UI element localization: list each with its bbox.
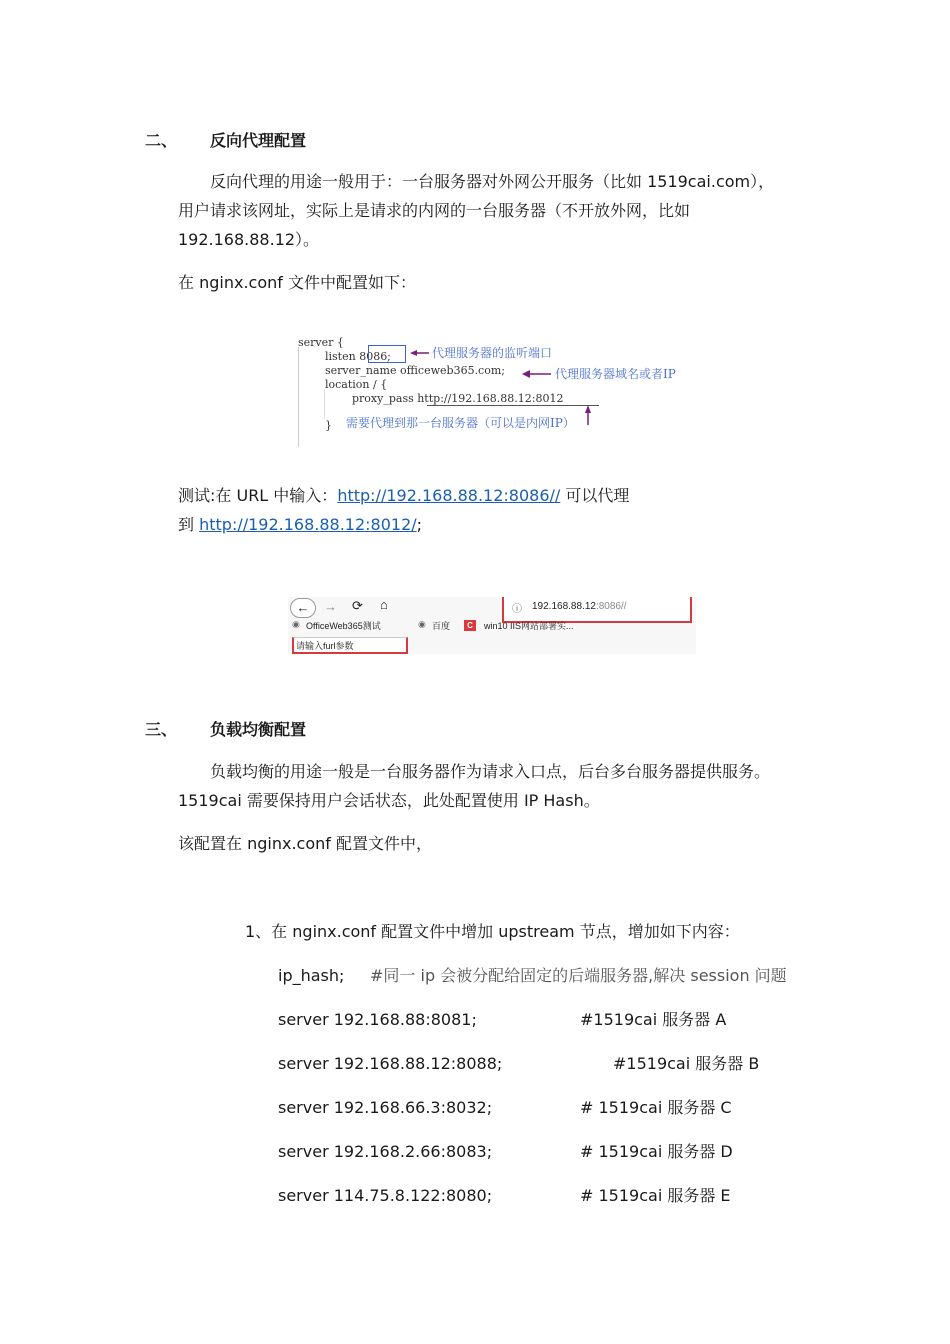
server-d-address: server 192.168.2.66:8083; bbox=[278, 1142, 493, 1161]
code-line-location: location / { bbox=[325, 378, 388, 391]
section3-title: 负载均衡配置 bbox=[210, 720, 307, 739]
server-e-comment: # 1519cai 服务器 E bbox=[580, 1186, 731, 1205]
csdn-logo-icon: C bbox=[464, 620, 476, 631]
bookmark-globe-icon-2: ◉ bbox=[418, 619, 426, 629]
server-b-address: server 192.168.88.12:8088; bbox=[278, 1054, 503, 1073]
info-icon: ⓘ bbox=[512, 604, 522, 615]
bookmark-bar bbox=[288, 619, 696, 633]
bookmark-win10-iis[interactable]: win10 IIS网站部署实... bbox=[484, 621, 574, 631]
bookmark-baidu[interactable]: 百度 bbox=[432, 621, 451, 631]
section2-para2: 在 nginx.conf 文件中配置如下： bbox=[178, 273, 416, 292]
reload-button-refresh-icon[interactable]: ⟳ bbox=[352, 598, 363, 613]
test-link-8012[interactable]: http://192.168.88.12:8012/ bbox=[199, 515, 417, 534]
server-a-address: server 192.168.88:8081; bbox=[278, 1010, 477, 1029]
test-end: ; bbox=[416, 515, 423, 534]
annotation-listen-port: 代理服务器的监听端口 bbox=[432, 346, 553, 360]
test-mid: 可以代理 bbox=[560, 486, 630, 505]
code-line-server-name: server_name officeweb365.com; bbox=[325, 364, 505, 377]
bookmark-globe-icon: ◉ bbox=[292, 619, 300, 629]
annotation-proxy-pass: 需要代理到那一台服务器（可以是内网IP） bbox=[346, 416, 575, 430]
step1: 1、在 nginx.conf 配置文件中增加 upstream 节点，增加如下内容： bbox=[245, 922, 740, 941]
server-b-comment: #1519cai 服务器 B bbox=[613, 1054, 760, 1073]
code-line-listen: listen 8086; bbox=[325, 350, 391, 363]
browser-screenshot bbox=[288, 597, 696, 654]
home-button-home-icon[interactable]: ⌂ bbox=[380, 597, 388, 612]
code-line-close-brace: } bbox=[325, 419, 332, 432]
section2-title: 反向代理配置 bbox=[210, 131, 307, 150]
address-host: 192.168.88.12 bbox=[532, 601, 596, 612]
section3-para1-line2: 1519cai 需要保持用户会话状态，此处配置使用 IP Hash。 bbox=[178, 791, 600, 810]
section3-para2: 该配置在 nginx.conf 配置文件中， bbox=[178, 834, 432, 853]
section2-number: 二、 bbox=[145, 131, 178, 150]
server-c-address: server 192.168.66.3:8032; bbox=[278, 1098, 493, 1117]
test-prefix: 测试:在 URL 中输入： bbox=[178, 486, 338, 505]
nginx-config-figure bbox=[296, 333, 696, 451]
server-a-comment: #1519cai 服务器 A bbox=[580, 1010, 727, 1029]
annotation-server-name: 代理服务器域名或者IP bbox=[555, 367, 676, 381]
arrow-left-icon: ← bbox=[296, 600, 310, 615]
forward-button-arrow-right-icon[interactable]: → bbox=[324, 599, 337, 614]
test-to: 到 bbox=[178, 515, 200, 534]
server-d-comment: # 1519cai 服务器 D bbox=[580, 1142, 733, 1161]
section2-para1-line2: 用户请求该网址，实际上是请求的内网的一台服务器（不开放外网，比如 bbox=[178, 201, 691, 220]
server-c-comment: # 1519cai 服务器 C bbox=[580, 1098, 732, 1117]
server-e-address: server 114.75.8.122:8080; bbox=[278, 1186, 493, 1205]
address-url bbox=[532, 601, 627, 612]
section3-para1-line1: 负载均衡的用途一般是一台服务器作为请求入口点，后台多台服务器提供服务。 bbox=[210, 762, 771, 781]
furl-input-text: 请输入furl参数 bbox=[296, 641, 354, 651]
code-line-proxy-pass: proxy_pass http://192.168.88.12:8012 bbox=[352, 392, 564, 405]
bookmark-officeweb365[interactable]: OfficeWeb365测试 bbox=[306, 621, 381, 631]
test-link-8086[interactable]: http://192.168.88.12:8086// bbox=[337, 486, 561, 505]
section3-number: 三、 bbox=[145, 720, 178, 739]
address-port: :8086// bbox=[595, 601, 627, 612]
test-line-1 bbox=[178, 481, 629, 510]
ip-hash-directive: ip_hash; bbox=[278, 966, 345, 985]
section2-para1-line1: 反向代理的用途一般用于：一台服务器对外网公开服务（比如 1519cai.com）， bbox=[210, 172, 775, 191]
furl-input-box[interactable] bbox=[292, 637, 408, 654]
back-button[interactable] bbox=[290, 598, 316, 618]
code-line-server: server { bbox=[298, 336, 344, 349]
ip-hash-comment: #同一 ip 会被分配给固定的后端服务器,解决 session 问题 bbox=[370, 966, 787, 985]
test-line-2 bbox=[178, 510, 422, 539]
section2-para1-line3: 192.168.88.12）。 bbox=[178, 230, 320, 249]
